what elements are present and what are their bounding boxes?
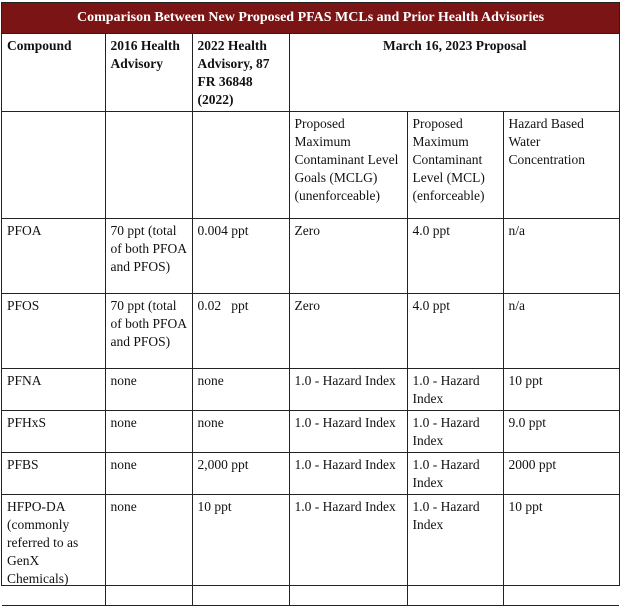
cell-hbwc: n/a: [503, 294, 619, 369]
cell-mcl: 1.0 - Hazard Index: [407, 411, 503, 453]
cell-mclg: 1.0 - Hazard Index: [289, 495, 407, 606]
cell-mcl: 1.0 - Hazard Index: [407, 453, 503, 495]
cell-compound: PFHxS: [2, 411, 105, 453]
header-compound: Compound: [2, 34, 105, 112]
cell-compound: PFOS: [2, 294, 105, 369]
cell-2016-advisory: none: [105, 453, 192, 495]
cell-2022-advisory: 10 ppt: [192, 495, 289, 606]
cell-mclg: Zero: [289, 294, 407, 369]
subheader-empty-cell: [105, 112, 192, 219]
cell-mclg: Zero: [289, 219, 407, 294]
cell-compound: PFNA: [2, 369, 105, 411]
table-row: [2, 453, 619, 495]
header-row: [2, 34, 619, 112]
table-row: [2, 294, 619, 369]
cell-hbwc: 10 ppt: [503, 495, 619, 606]
comparison-table-container: [1, 2, 620, 586]
cell-mcl: 1.0 - Hazard Index: [407, 369, 503, 411]
comparison-table: [2, 34, 619, 606]
subheader-mclg: Proposed Maximum Contaminant Level Goals (MCLG) (unenforceable): [289, 112, 407, 219]
cell-2016-advisory: 70 ppt (total of both PFOA and PFOS): [105, 294, 192, 369]
table-row: [2, 411, 619, 453]
cell-hbwc: 2000 ppt: [503, 453, 619, 495]
cell-hbwc: 10 ppt: [503, 369, 619, 411]
cell-2022-advisory: 0.004 ppt: [192, 219, 289, 294]
subheader-hbwc: Hazard Based Water Concentration: [503, 112, 619, 219]
cell-2016-advisory: none: [105, 369, 192, 411]
cell-mclg: 1.0 - Hazard Index: [289, 453, 407, 495]
header-proposal: March 16, 2023 Proposal: [289, 34, 619, 112]
subheader-empty-cell: [2, 112, 105, 219]
table-title: Comparison Between New Proposed PFAS MCLs and Prior Health Advisories: [2, 3, 619, 34]
cell-2022-advisory: none: [192, 411, 289, 453]
cell-mcl: 1.0 - Hazard Index: [407, 495, 503, 606]
table-row: [2, 219, 619, 294]
cell-2016-advisory: none: [105, 411, 192, 453]
header-2022-advisory: 2022 Health Advisory, 87 FR 36848 (2022): [192, 34, 289, 112]
cell-2022-advisory: none: [192, 369, 289, 411]
cell-mclg: 1.0 - Hazard Index: [289, 411, 407, 453]
subheader-row: [2, 112, 619, 219]
cell-mclg: 1.0 - Hazard Index: [289, 369, 407, 411]
cell-2016-advisory: none: [105, 495, 192, 606]
cell-hbwc: 9.0 ppt: [503, 411, 619, 453]
subheader-empty-cell: [192, 112, 289, 219]
cell-mcl: 4.0 ppt: [407, 219, 503, 294]
cell-hbwc: n/a: [503, 219, 619, 294]
cell-mcl: 4.0 ppt: [407, 294, 503, 369]
cell-compound: PFOA: [2, 219, 105, 294]
subheader-mcl: Proposed Maximum Contaminant Level (MCL) (enforceable): [407, 112, 503, 219]
cell-2016-advisory: 70 ppt (total of both PFOA and PFOS): [105, 219, 192, 294]
header-2016-advisory: 2016 Health Advisory: [105, 34, 192, 112]
cell-compound: PFBS: [2, 453, 105, 495]
cell-compound: HFPO-DA (commonly referred to as GenX Chemicals): [2, 495, 105, 606]
table-row: [2, 369, 619, 411]
cell-2022-advisory: 0.02 ppt: [192, 294, 289, 369]
cell-2022-advisory: 2,000 ppt: [192, 453, 289, 495]
